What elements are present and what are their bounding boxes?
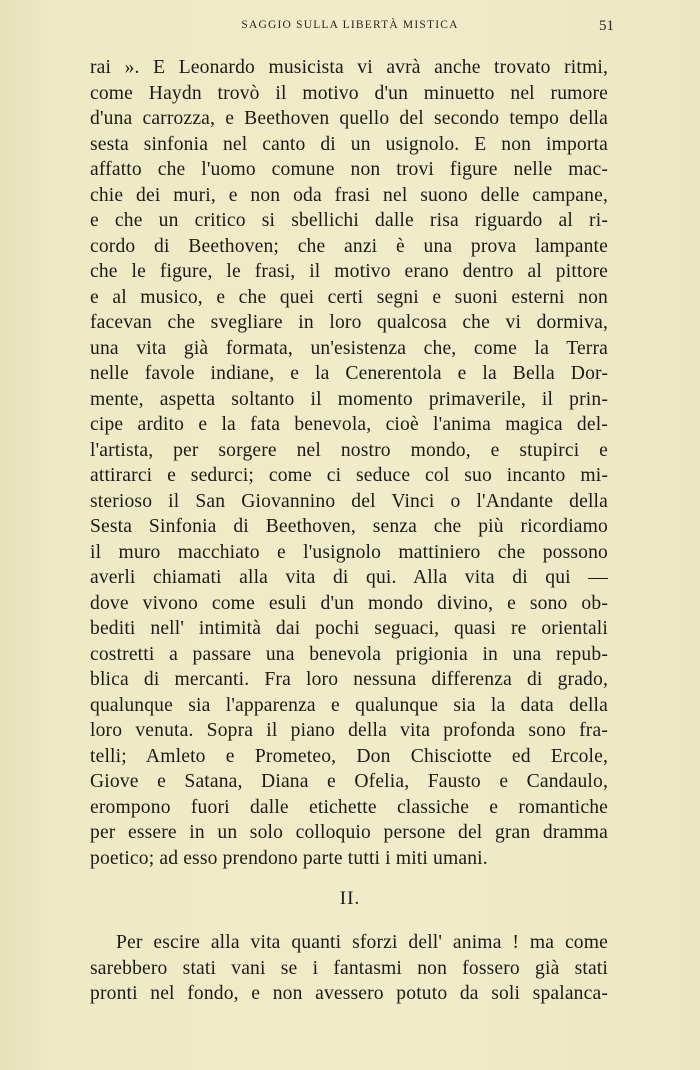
- text-line: Per escire alla vita quanti sforzi dell' anima ! ma come: [116, 932, 608, 953]
- text-line: una vita già formata, un'esistenza che, come la Terra: [90, 337, 608, 359]
- text-line: e che un critico si sbellichi dalle risa riguardo al ri-: [90, 210, 608, 231]
- text-line: nelle favole indiane, e la Cenerentola e la Bella Dor-: [90, 363, 608, 384]
- paragraph-1: [90, 55, 608, 871]
- running-title: SAGGIO SULLA LIBERTÀ MISTICA: [241, 19, 459, 31]
- text-line: Giove e Satana, Diana e Ofelia, Fausto e Candaulo,: [90, 771, 608, 792]
- text-line: affatto che l'uomo comune non trovi figure nelle mac-: [90, 159, 608, 180]
- text-line: chie dei muri, e non oda frasi nel suono delle campane,: [90, 184, 608, 206]
- text-line: sarebbero stati vani se i fantasmi non fossero già stati: [90, 957, 608, 979]
- text-line: il muro macchiato e l'usignolo mattiniero che possono: [90, 541, 608, 563]
- text-line: poetico; ad esso prendono parte tutti i miti umani.: [90, 847, 488, 869]
- section-heading: II.: [339, 888, 361, 909]
- text-line: sterioso il San Giovannino del Vinci o l'Andante della: [90, 490, 608, 512]
- text-line: e al musico, e che quei certi segni e suoni esterni non: [90, 286, 608, 308]
- text-line: attirarci e sedurci; come ci seduce col suo incanto mi-: [90, 465, 608, 486]
- text-line: facevan che svegliare in loro qualcosa che vi dormiva,: [90, 312, 608, 333]
- text-line: loro venuta. Sopra il piano della vita profonda sono fra-: [90, 720, 608, 741]
- text-line: cordo di Beethoven; che anzi è una prova lampante: [90, 235, 608, 257]
- running-head: [0, 18, 700, 38]
- text-line: che le figure, le frasi, il motivo erano dentro al pittore: [90, 261, 608, 282]
- text-line: mente, aspetta soltanto il momento primaverile, il prin-: [90, 388, 608, 410]
- text-line: telli; Amleto e Prometeo, Don Chisciotte ed Ercole,: [90, 745, 608, 767]
- text-line: qualunque sia l'apparenza e qualunque sia la data della: [90, 694, 608, 716]
- text-line: Sesta Sinfonia di Beethoven, senza che più ricordiamo: [90, 516, 608, 537]
- text-line: costretti a passare una benevola prigionia in una repub-: [90, 643, 608, 665]
- paragraph-2: [90, 930, 608, 1007]
- text-line: d'una carrozza, e Beethoven quello del secondo tempo della: [90, 108, 608, 129]
- text-line: blica di mercanti. Fra loro nessuna differenza di grado,: [90, 669, 608, 690]
- text-line: pronti nel fondo, e non avessero potuto da soli spalanca-: [90, 983, 608, 1004]
- text-line: cipe ardito e la fata benevola, cioè l'anima magica del-: [90, 414, 608, 435]
- page-number: 51: [599, 18, 614, 34]
- text-line: rai ». E Leonardo musicista vi avrà anche trovato ritmi,: [90, 57, 608, 78]
- text-line: come Haydn trovò il motivo d'un minuetto nel rumore: [90, 82, 608, 104]
- text-line: sesta sinfonia nel canto di un usignolo. E non importa: [90, 133, 608, 155]
- text-line: erompono fuori dalle etichette classiche e romantiche: [90, 796, 608, 818]
- text-line: per essere in un solo colloquio persone del gran dramma: [90, 822, 608, 843]
- text-line: dove vivono come esuli d'un mondo divino, e sono ob-: [90, 592, 608, 614]
- text-line: averli chiamati alla vita di qui. Alla vita di qui —: [90, 567, 608, 588]
- text-line: bediti nell' intimità dai pochi seguaci, quasi re orientali: [90, 618, 608, 639]
- text-line: l'artista, per sorgere nel nostro mondo, e stupirci e: [90, 439, 608, 461]
